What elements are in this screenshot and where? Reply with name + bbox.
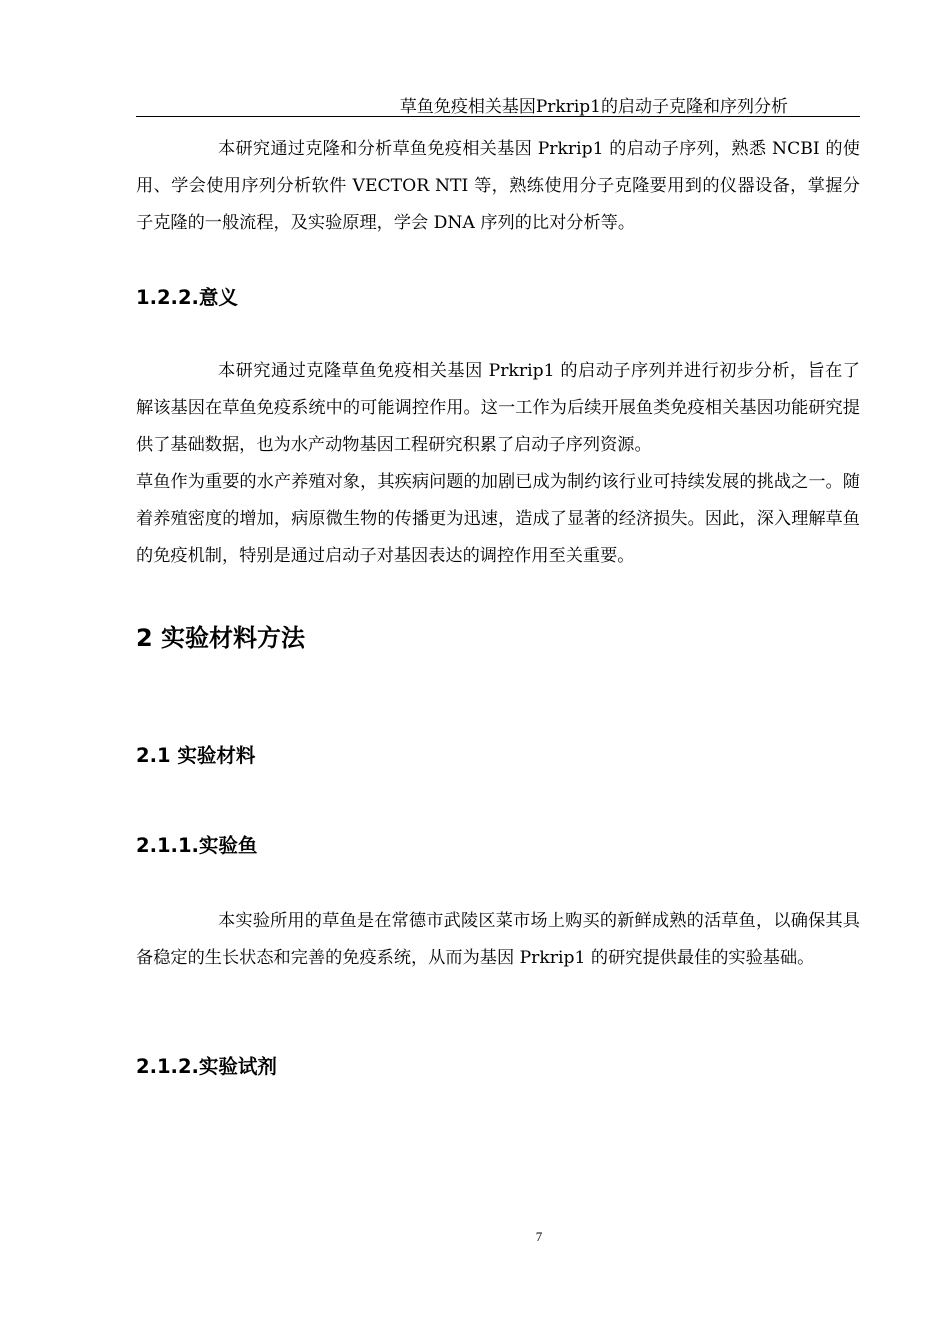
- page-number: 7: [535, 1229, 543, 1244]
- heading-2-1: 2.1 实验材料: [136, 744, 256, 767]
- paragraph-significance: 本研究通过克隆草鱼免疫相关基因 Prkrip1 的启动子序列并进行初步分析，旨在了解该基因在草鱼免疫系统中的可能调控作用。这一工作为后续开展鱼类免疫相关基因功能研究提供了基础数据，也为水产动物基因工程研究积累了启动子序列资源。: [136, 361, 860, 455]
- running-header: [136, 90, 860, 117]
- paragraph-background: 草鱼作为重要的水产养殖对象，其疾病问题的加剧已成为制约该行业可持续发展的挑战之一。随着养殖密度的增加，病原微生物的传播更为迅速，造成了显著的经济损失。因此，深入理解草鱼的免疫机制，特别是通过启动子对基因表达的调控作用至关重要。: [136, 472, 860, 566]
- header-title: 草鱼免疫相关基因Prkrip1的启动子克隆和序列分析: [399, 97, 788, 117]
- paragraph-experimental-fish: 本实验所用的草鱼是在常德市武陵区菜市场上购买的新鲜成熟的活草鱼，以确保其具备稳定的生长状态和完善的免疫系统，从而为基因 Prkrip1 的研究提供最佳的实验基础。: [136, 911, 860, 968]
- heading-1-2-2: 1.2.2.意义: [136, 286, 238, 309]
- heading-2: 2 实验材料方法: [136, 624, 306, 652]
- heading-2-1-1: 2.1.1.实验鱼: [136, 834, 258, 857]
- heading-2-1-2: 2.1.2.实验试剂: [136, 1055, 277, 1078]
- paragraph-research-purpose: 本研究通过克隆和分析草鱼免疫相关基因 Prkrip1 的启动子序列，熟悉 NCBI 的使用、学会使用序列分析软件 VECTOR NTI 等，熟练使用分子克隆要用到的仪器设备，掌握分子克隆的一般流程，及实验原理，学会 DNA 序列的比对分析等。: [136, 139, 860, 233]
